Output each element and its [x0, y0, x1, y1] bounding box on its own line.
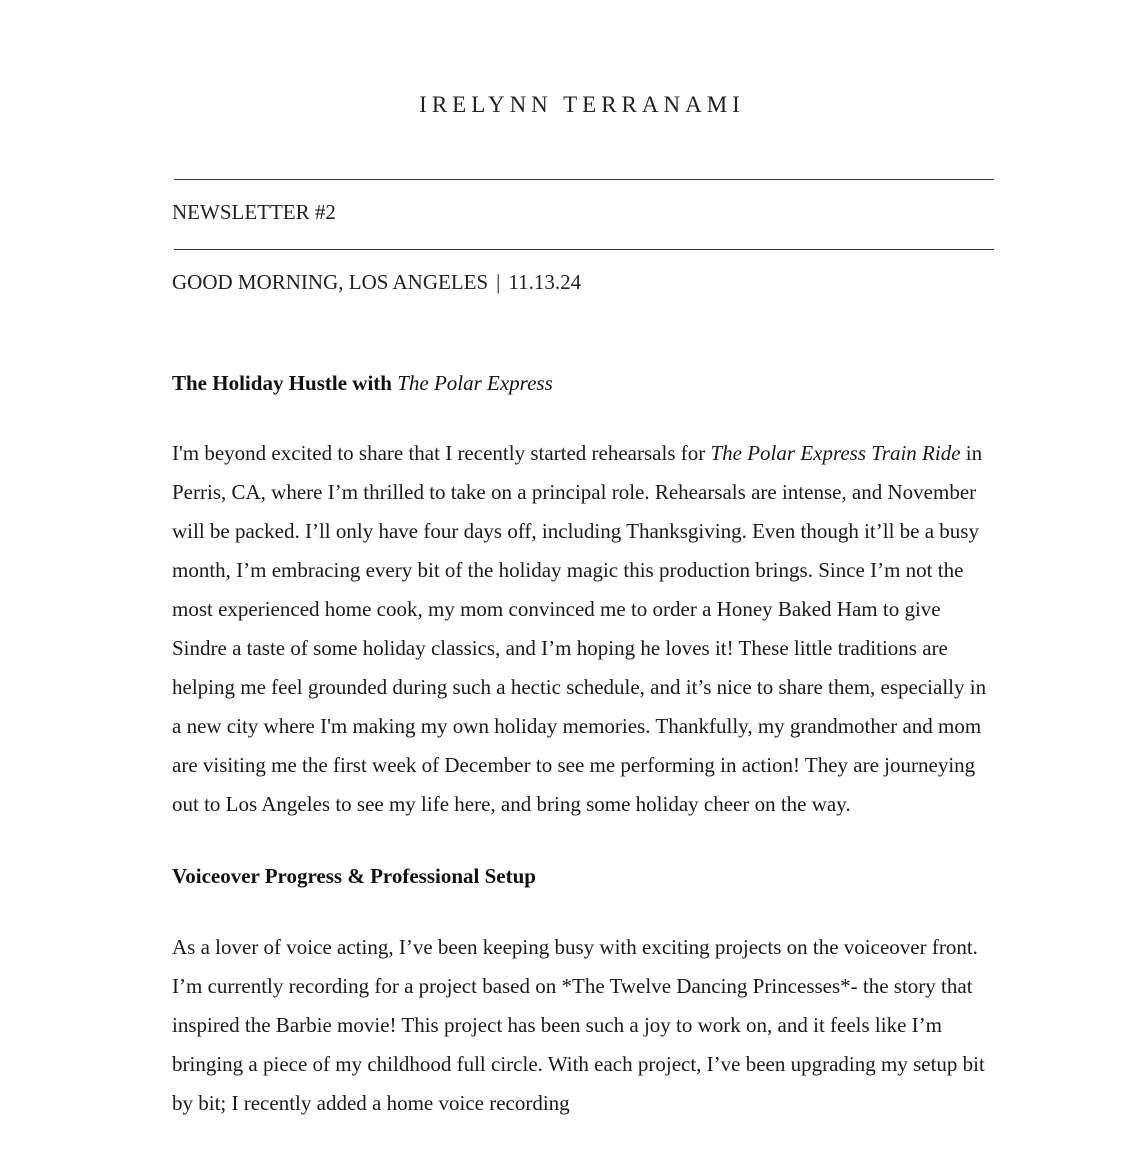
section-body-holiday-rest: in Perris, CA, where I’m thrilled to take on a principal role. Rehearsals are intense, and November will be packed. I’ll only have four days off, including Thanksgiving. Even though it’ll be a busy month, I’m embracing every bit of the holiday magic this production brings. Since I’m not the most experienced home cook, my mom convinced me to order a Honey Baked Ham to give Sindre a taste of some holiday classics, and I’m hoping he loves it! These little traditions are helping me feel grounded during such a hectic schedule, and it’s nice to share them, especially in a new city where I'm making my own holiday memories. Thankfully, my grandmother and mom are visiting me the first week of December to see me performing in action! They are journeying out to Los Angeles to see my life here, and bring some holiday cheer on the way. — [172, 441, 987, 816]
section-body-holiday — [172, 434, 998, 824]
top-divider — [174, 179, 994, 180]
bottom-divider — [174, 249, 994, 250]
section-body-holiday-intro: I'm beyond excited to share that I recently started rehearsals for — [172, 441, 711, 465]
dateline — [172, 270, 581, 295]
newsletter-label: NEWSLETTER #2 — [172, 200, 336, 224]
section-body-holiday-show-title: The Polar Express Train Ride — [710, 441, 961, 465]
dateline-location: GOOD MORNING, LOS ANGELES — [172, 270, 489, 294]
dateline-separator: | — [496, 270, 501, 294]
dateline-date: 11.13.24 — [508, 270, 582, 294]
section-heading-voiceover: Voiceover Progress & Professional Setup — [172, 864, 536, 888]
section-heading-holiday-title: The Polar Express — [397, 371, 553, 395]
site-title: IRELYNN TERRANAMI — [419, 92, 745, 117]
section-heading-holiday-text: The Holiday Hustle with — [172, 371, 398, 395]
section-body-voiceover: As a lover of voice acting, I’ve been keeping busy with exciting projects on the voiceover front. I’m currently recording for a project based on *The Twelve Dancing Princesses*- the story that inspired the Barbie movie! This project has been such a joy to work on, and it feels like I’m bringing a piece of my childhood full circle. With each project, I’ve been upgrading my setup bit by bit; I recently added a home voice recording — [172, 935, 985, 1115]
newsletter-content — [172, 368, 998, 1123]
section-heading-holiday — [172, 368, 998, 398]
